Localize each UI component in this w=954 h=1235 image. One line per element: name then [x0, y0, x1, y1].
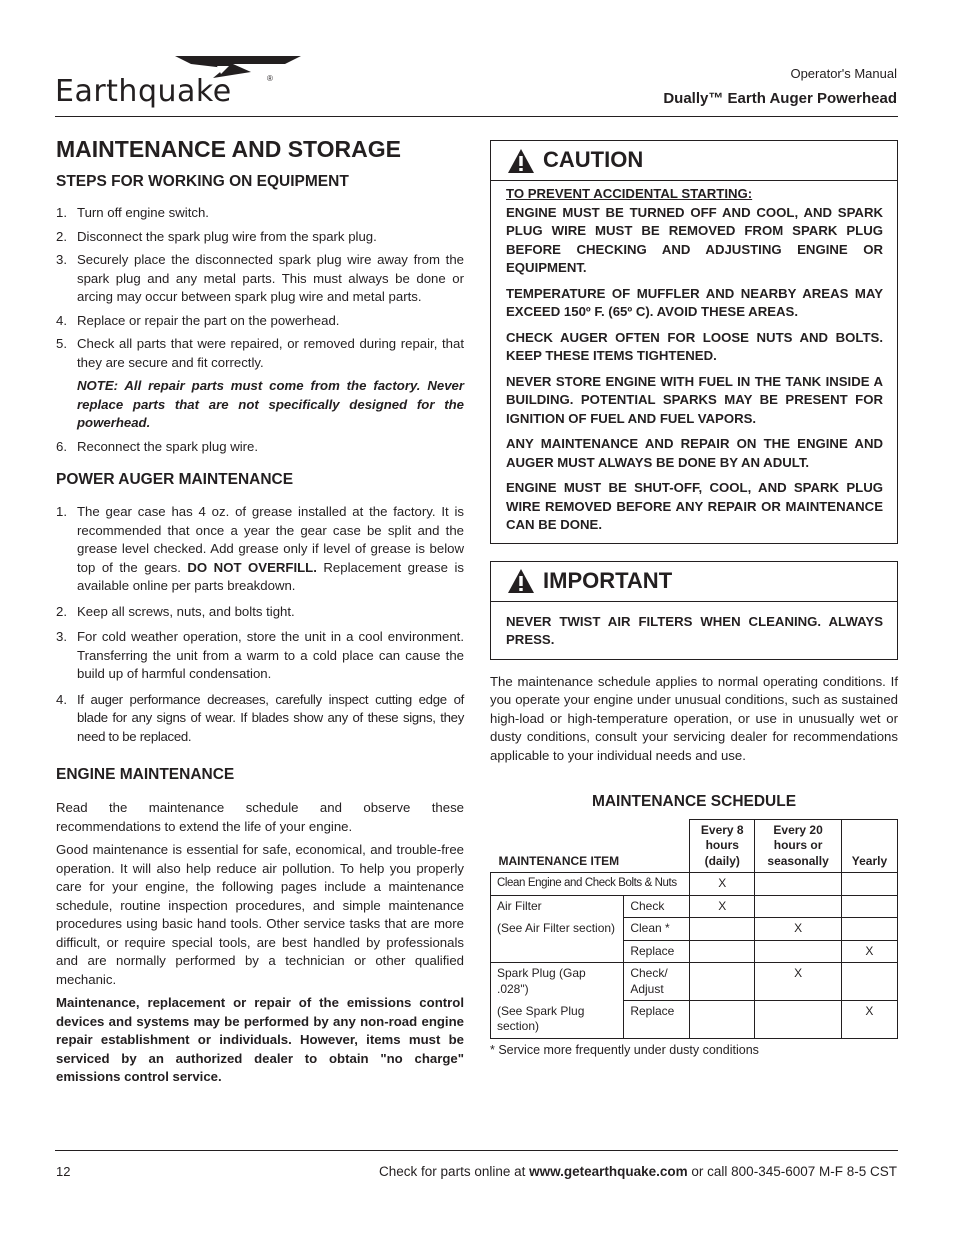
- task-check: Check: [624, 895, 690, 918]
- caution-text-5: ANY MAINTENANCE AND REPAIR ON THE ENGINE AND AUGER MUST ALWAYS BE DONE BY AN ADULT.: [506, 436, 883, 470]
- cell-empty: [690, 963, 755, 1001]
- emissions-note: Maintenance, replacement or repair of the emissions control devices and systems may be performed by any non-road engine repair establishment or individuals. However, items must be serviced by an authorized dealer to obtain "no charge" emissions control service.: [56, 995, 464, 1084]
- task-replace: Replace: [624, 1001, 690, 1039]
- important-body: [491, 602, 897, 659]
- table-row: [491, 895, 898, 918]
- col-maintenance-item: MAINTENANCE ITEM: [491, 819, 690, 873]
- list-item: 4. If auger performance decreases, carefully inspect cutting edge of blade for any signs of wear. If blades show any of these signs, they need to be replaced.: [56, 691, 464, 744]
- manual-label: Operator's Manual: [790, 66, 897, 81]
- important-header: [491, 562, 897, 602]
- page-number: 12: [56, 1164, 71, 1179]
- task-check-adjust: Check/ Adjust: [624, 963, 690, 1001]
- product-name: Dually™ Earth Auger Powerhead: [663, 90, 897, 107]
- brand-logo-text: Earthquake: [55, 74, 232, 109]
- steps-heading: STEPS FOR WORKING ON EQUIPMENT: [56, 173, 349, 190]
- cell-empty: [841, 918, 897, 941]
- caution-text-4: NEVER STORE ENGINE WITH FUEL IN THE TANK INSIDE A BUILDING. POTENTIAL SPARKS MAY BE PRESENT FOR IGNITION OF FUEL AND FUEL VAPORS.: [506, 373, 883, 426]
- list-item: 6. Reconnect the spark plug wire.: [56, 438, 259, 454]
- caution-text-2: TEMPERATURE OF MUFFLER AND NEARBY AREAS MAY EXCEED 150º F. (65º C). AVOID THESE AREAS.: [506, 285, 883, 319]
- registered-mark: ®: [267, 74, 273, 83]
- caution-text-3: CHECK AUGER OFTEN FOR LOOSE NUTS AND BOLTS. KEEP THESE ITEMS TIGHTENED.: [506, 329, 883, 363]
- table-row: [491, 1001, 898, 1039]
- row-clean-engine: Clean Engine and Check Bolts & Nuts: [491, 873, 690, 896]
- caution-text-6: ENGINE MUST BE SHUT-OFF, COOL, AND SPARK PLUG WIRE REMOVED BEFORE ANY REPAIR OR MAINTENANCE CAN BE DONE.: [506, 480, 883, 532]
- cell-empty: [841, 873, 897, 896]
- brand-logo: [55, 54, 277, 114]
- website-link[interactable]: www.getearthquake.com: [529, 1164, 688, 1179]
- caution-title: CAUTION: [543, 147, 644, 173]
- maintenance-schedule-table: [490, 819, 898, 1039]
- table-row: [491, 873, 898, 896]
- steps-list-end: [56, 438, 464, 457]
- cell-mark: X: [755, 918, 842, 941]
- footer-divider: [55, 1150, 898, 1151]
- right-column: [490, 140, 898, 1059]
- header-divider: [55, 116, 898, 117]
- auger-heading: POWER AUGER MAINTENANCE: [56, 471, 294, 488]
- col-yearly: Yearly: [841, 819, 897, 873]
- cell-empty: [690, 918, 755, 941]
- list-item: 2. Disconnect the spark plug wire from the spark plug.: [56, 228, 377, 244]
- cell-mark: X: [690, 895, 755, 918]
- caution-lead: TO PREVENT ACCIDENTAL STARTING:: [506, 186, 753, 201]
- auger-list: [56, 503, 464, 746]
- important-text: NEVER TWIST AIR FILTERS WHEN CLEANING. ALWAYS PRESS.: [506, 613, 883, 647]
- task-replace: Replace: [624, 940, 690, 963]
- cell-empty: [755, 873, 842, 896]
- list-item: 5. Check all parts that were repaired, or removed during repair, that they are secure and fit correctly.: [56, 336, 464, 370]
- table-header-row: [491, 819, 898, 873]
- important-box: [490, 561, 898, 660]
- list-item: 2. Keep all screws, nuts, and bolts tight.: [56, 603, 295, 619]
- cell-empty: [841, 895, 897, 918]
- page-title: MAINTENANCE AND STORAGE: [56, 136, 402, 162]
- warning-triangle-icon: [507, 568, 535, 594]
- footer-contact: Check for parts online at www.getearthquake.com or call 800-345-6007 M-F 8-5 CST: [379, 1164, 897, 1179]
- cell-empty: [755, 1001, 842, 1039]
- row-spark-plug: Spark Plug (Gap .028"): [491, 963, 624, 1001]
- cell-mark: X: [690, 873, 755, 896]
- caution-text-1: ENGINE MUST BE TURNED OFF AND COOL, AND SPARK PLUG WIRE MUST BE REMOVED FROM SPARK PLUG BEFORE CHECKING AND ADJUSTING ENGINE OR EQUIPMENT.: [506, 204, 883, 275]
- cell-empty: [755, 940, 842, 963]
- schedule-footnote: * Service more frequently under dusty conditions: [490, 1042, 759, 1057]
- spark-plug-see: (See Spark Plug section): [491, 1001, 624, 1039]
- list-item: 3. For cold weather operation, store the unit in a cool environment. Transferring the unit from a warm to a cold place can cause the build up of harmful condensation.: [56, 629, 464, 681]
- steps-list: [56, 204, 464, 372]
- schedule-title: MAINTENANCE SCHEDULE: [591, 793, 797, 810]
- task-clean: Clean *: [624, 918, 690, 941]
- cell-mark: X: [841, 1001, 897, 1039]
- caution-box: [490, 140, 898, 544]
- col-every-20-hours: Every 20 hours or seasonally: [755, 819, 842, 873]
- schedule-intro: The maintenance schedule applies to normal operating conditions. If you operate your engine under unusual conditions, such as sustained high-load or high-temperature operation, or use in unusually wet or dusty conditions, consult your servicing dealer for recommendations applicable to your individual needs and use.: [490, 673, 898, 763]
- cell-empty: [690, 1001, 755, 1039]
- cell-mark: X: [755, 963, 842, 1001]
- left-column: [56, 134, 464, 1087]
- list-item: 1. The gear case has 4 oz. of grease installed at the factory. It is recommended that once a year the gear case be split and the grease level checked. Add grease only if level of grease is below top of the gears. DO NOT OVERFILL. Replacement grease is available online per parts breakdown.: [56, 504, 464, 593]
- caution-body: [491, 181, 897, 543]
- engine-intro: Read the maintenance schedule and observe these recommendations to extend the life of your engine.: [56, 800, 464, 834]
- engine-body: Good maintenance is essential for safe, economical, and trouble-free operation. It will also help reduce air pollution. To help you properly care for your engine, the following pages include a maintenance schedule, routine inspection procedures, and simple maintenance procedures using basic hand tools. Other service tasks that are more difficult, or require special tools, are best handled by professionals and are normally performed by a technician or other qualified mechanic.: [56, 842, 464, 987]
- list-item: 4. Replace or repair the part on the powerhead.: [56, 312, 340, 328]
- table-row: [491, 963, 898, 1001]
- cell-mark: X: [841, 940, 897, 963]
- cell-empty: [755, 895, 842, 918]
- list-item: 3. Securely place the disconnected spark plug wire away from the spark plug and any metal parts. This must always be done or arcing may occur between spark plug wire and metal parts.: [56, 252, 464, 304]
- important-title: IMPORTANT: [543, 567, 673, 593]
- warning-triangle-icon: [507, 148, 535, 174]
- repair-parts-note: NOTE: All repair parts must come from the factory. Never replace parts that are not specifically designed for the powerhead.: [77, 378, 464, 430]
- engine-heading: ENGINE MAINTENANCE: [56, 766, 235, 783]
- cell-empty: [841, 963, 897, 1001]
- row-air-filter: Air Filter (See Air Filter section): [491, 895, 624, 963]
- cell-empty: [690, 940, 755, 963]
- list-item: 1. Turn off engine switch.: [56, 205, 209, 220]
- col-every-8-hours: Every 8 hours (daily): [690, 819, 755, 873]
- caution-header: [491, 141, 897, 181]
